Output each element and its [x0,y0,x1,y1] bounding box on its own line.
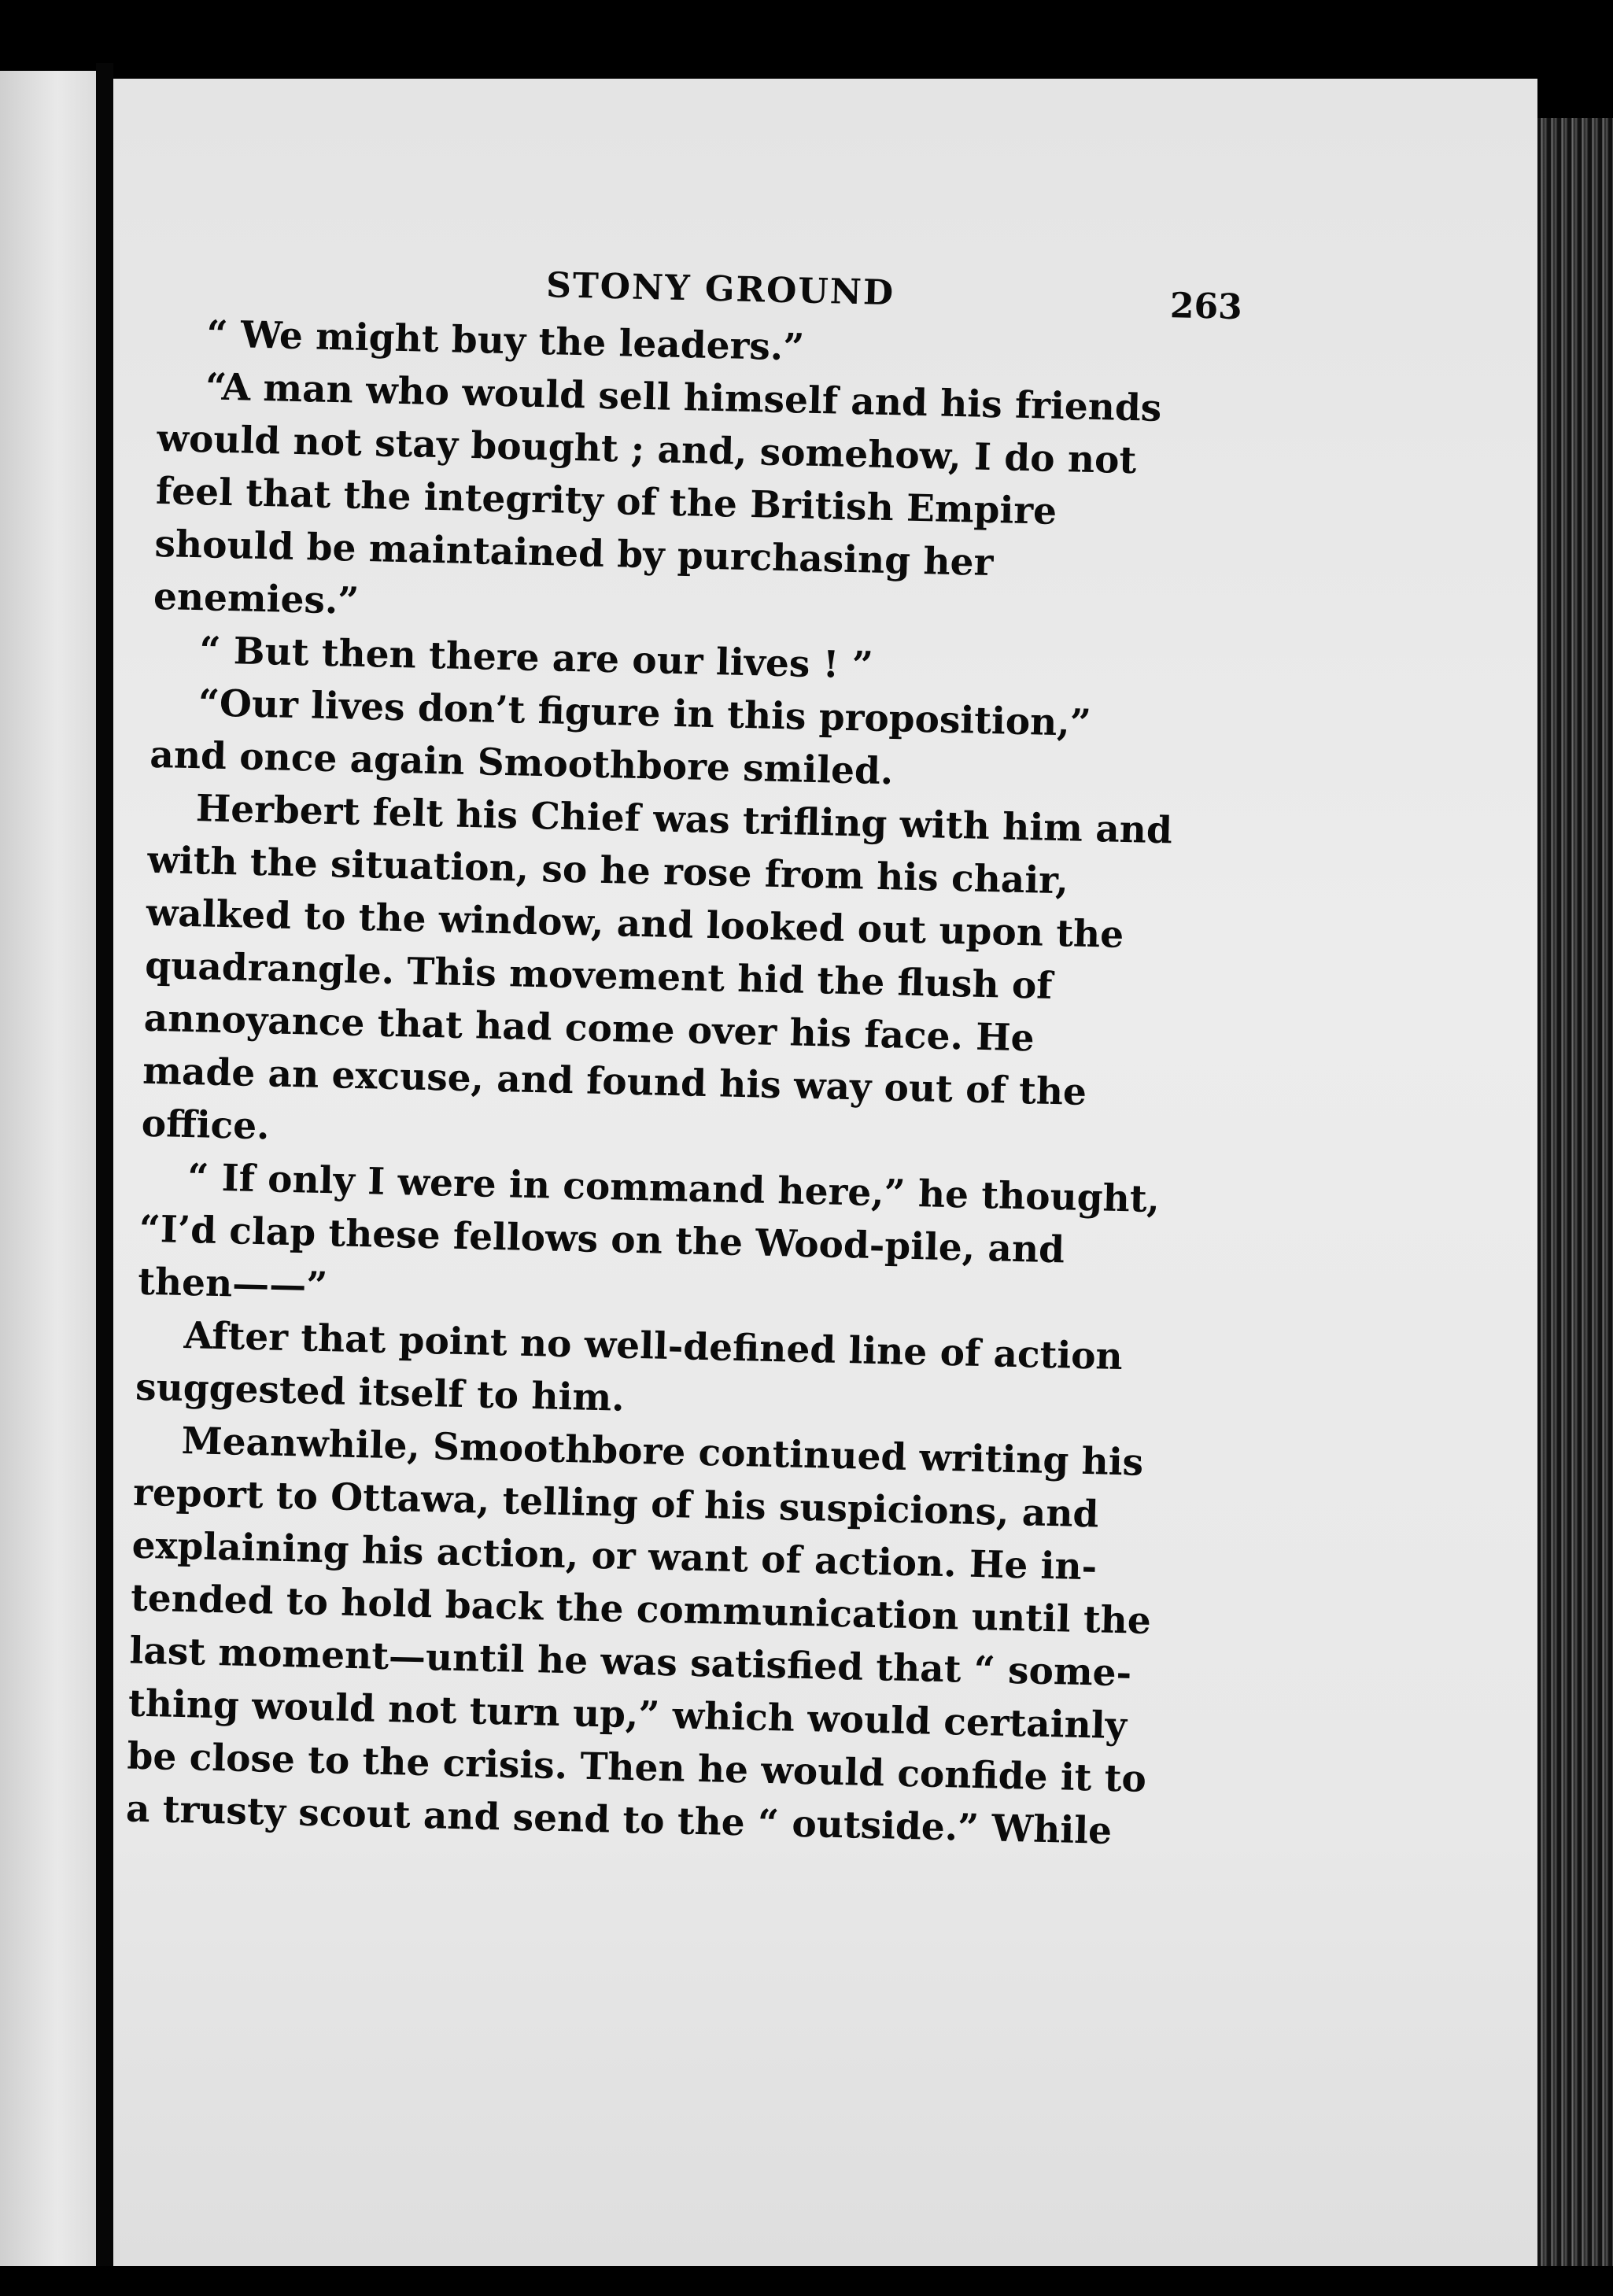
paragraph: “ But then there are our lives ! ” [198,629,874,688]
paragraph: “Our lives don’t figure in this proposition,” and once again Smoothbore smiled. [149,681,1092,794]
paragraph: After that point no well-defined line of action suggested itself to him. [135,1314,1124,1420]
paragraph: Meanwhile, Smoothbore continued writing his report to Ottawa, telling of his suspicions, and explaining his action, or want of action. He in- tended to hold back the communication until the last moment—until he was satisfied that “ some- thing would not turn up,” which would certainly be close to the crisis. Then he would confide it to a trusty scout and send to the “ outside.” While [125,1419,1152,1853]
paragraph: Herbert felt his Chief was trifling with him and with the situation, so he rose from his chair, walked to the window, and looked out upon the quadrangle. This movement hid the flush of annoyance that had come over his face. He made an excuse, and found his way out of the office. [141,787,1173,1149]
running-head-title: STONY GROUND [545,265,895,314]
book-gutter [96,63,113,2274]
facing-page-edge [0,71,96,2266]
paragraph: “ We might buy the leaders.” [206,312,805,370]
page-number: 263 [1169,286,1243,328]
page-stack-edges [1537,118,1613,2274]
scan-bottom-border [0,2266,1613,2296]
scan-top-border [0,0,1613,79]
paragraph: “ If only I were in command here,” he thought, “I’d clap these fellows on the Wood-pile, and then——” [137,1156,1161,1309]
paragraph: “A man who would sell himself and his friends would not stay bought ; and, somehow, I do not feel that the integrity of the British Empire should be maintained by purchasing her enemies.” [153,365,1162,623]
page-text-block [125,252,1250,1860]
